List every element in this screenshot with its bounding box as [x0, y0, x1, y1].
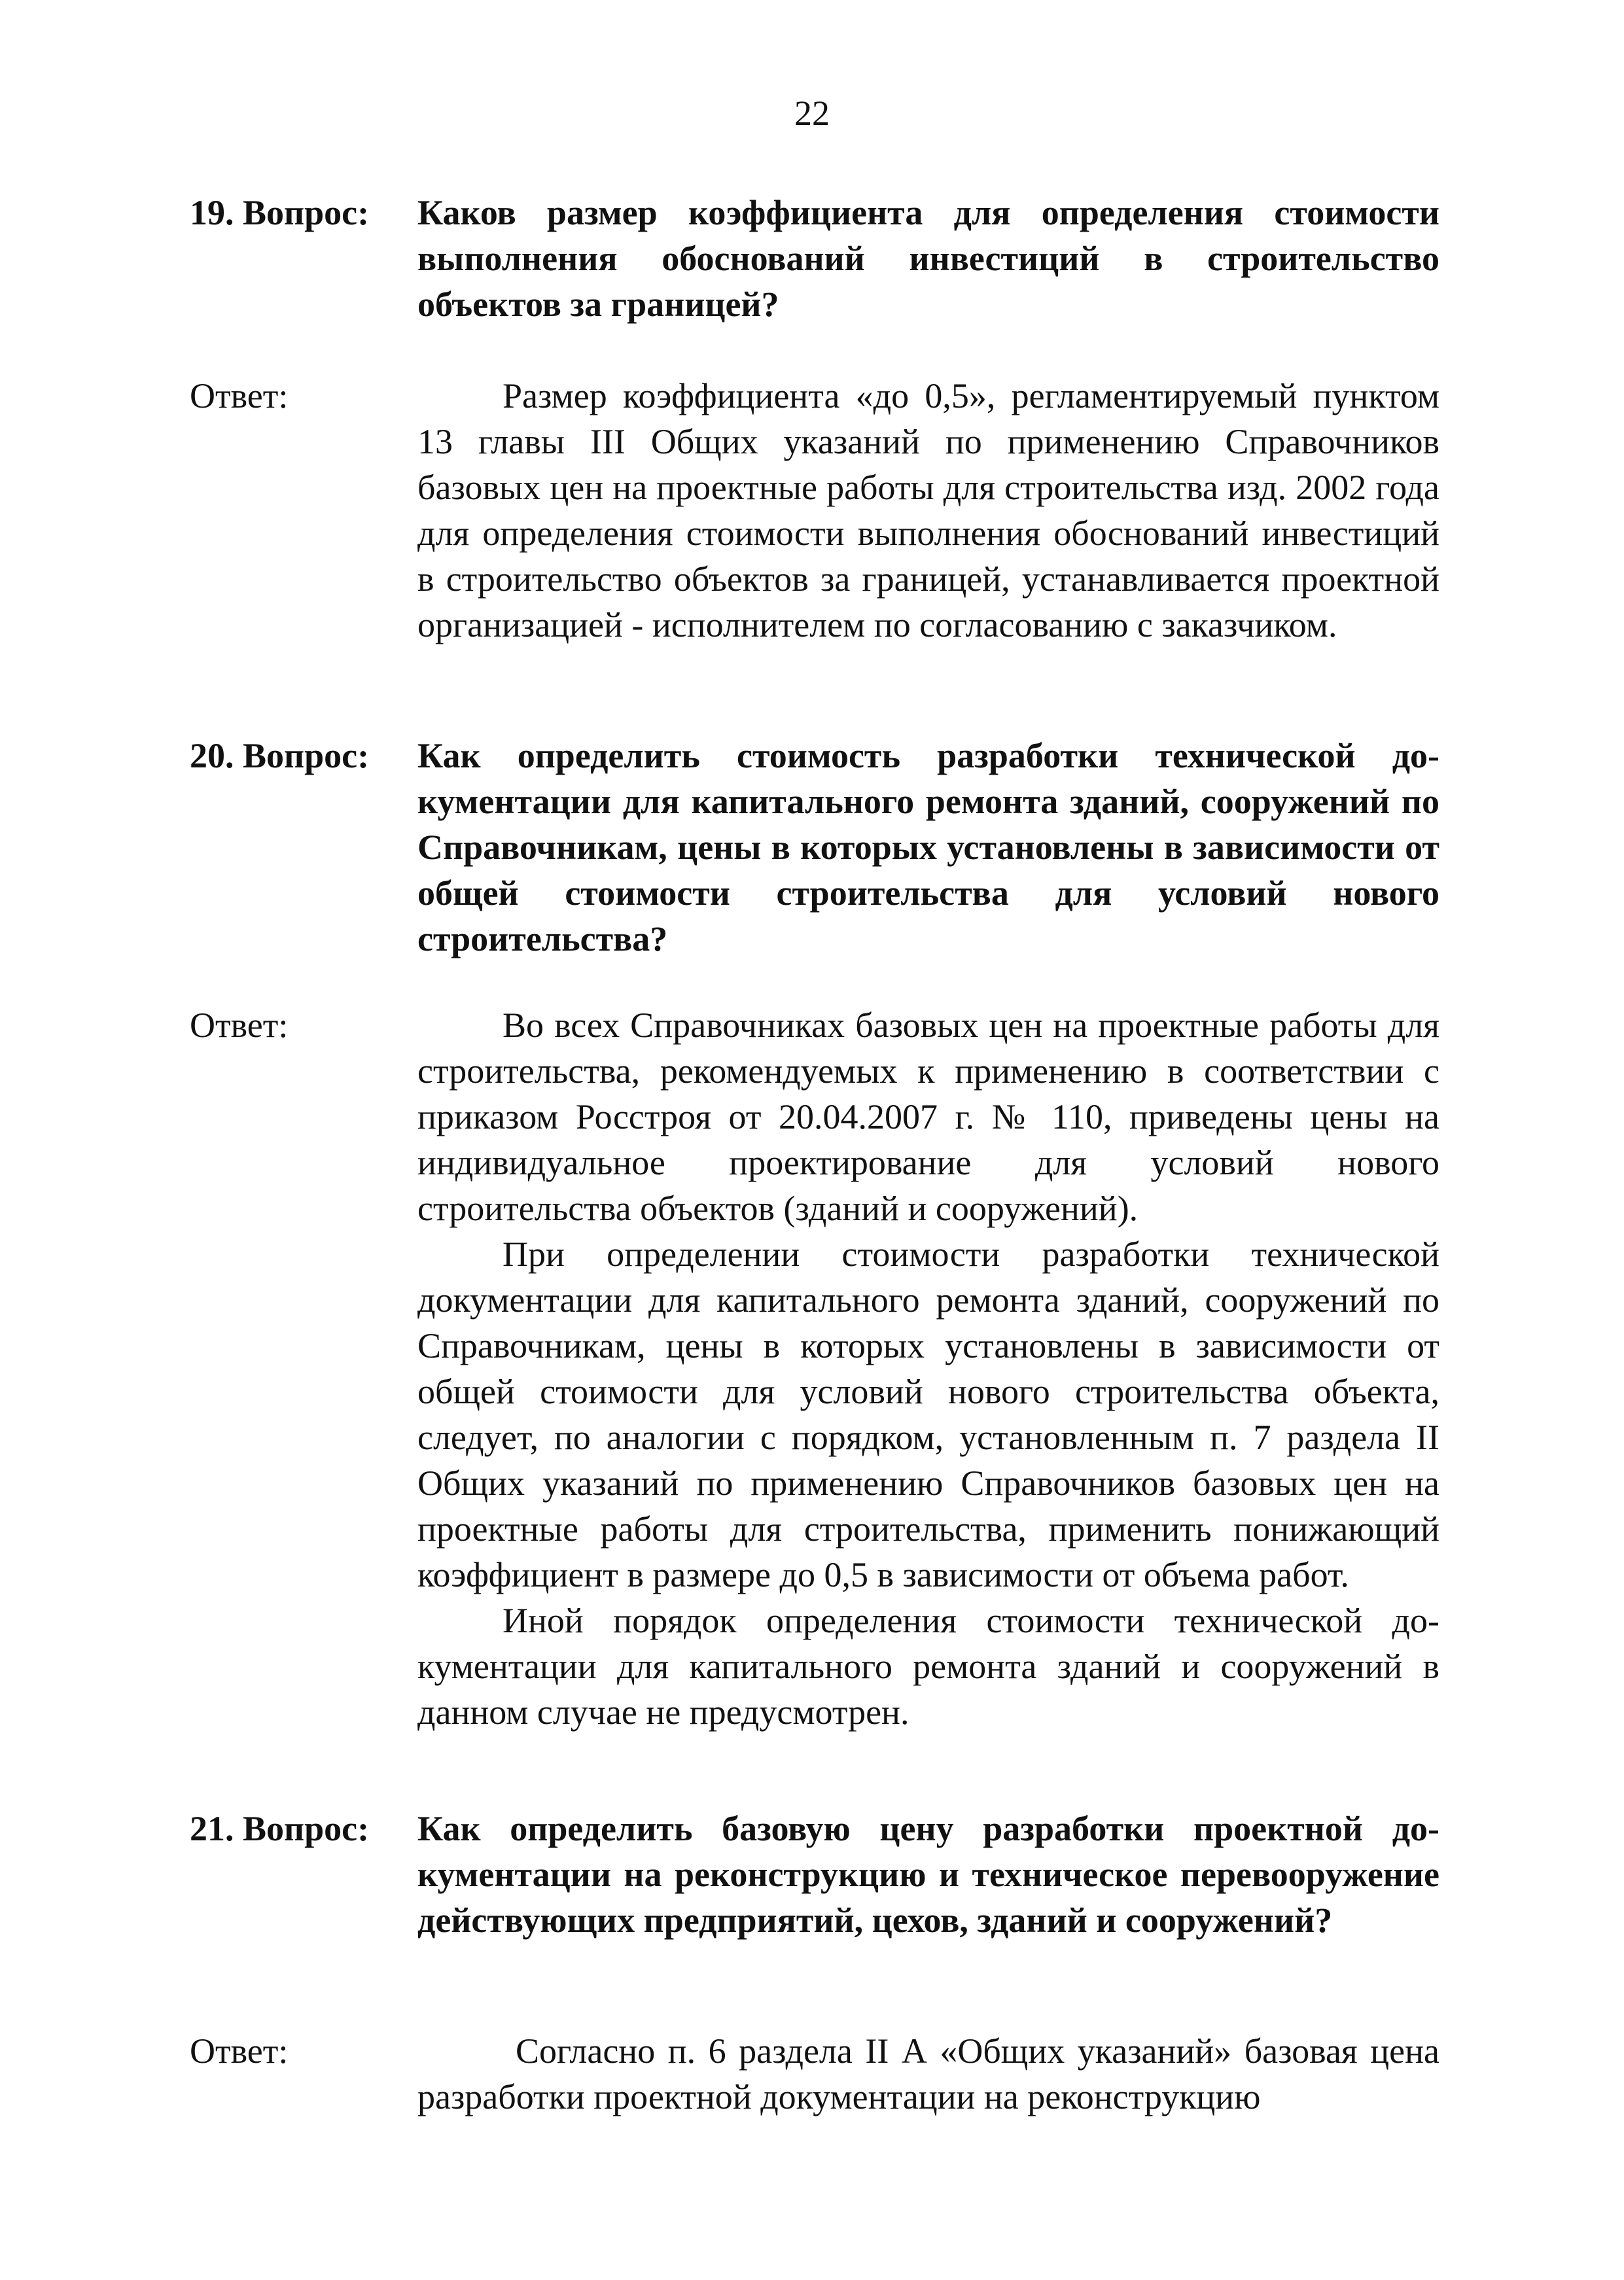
- answer-label: Ответ:: [190, 1006, 289, 1045]
- question-19: [190, 190, 1439, 327]
- answer-paragraph: При определении стоимости разработки технической документации для капитального ремонта зданий, сооружений по Справочникам, цены в которых установлены в зависимости от общей стоимости для условий нового строительства объекта, следует, по аналогии с порядком, установленным п. 7 раздела II Общих указаний по применению Справочников базовых цен на проектные работы для строительства, применить понижающий коэффициент в размере до 0,5 в зависимости от объема работ.: [417, 1235, 1439, 1594]
- answer-text: [417, 1002, 1439, 1735]
- answer-paragraph: Во всех Справочниках базовых цен на проектные работы для строительства, рекомендуемых к применению в соответствии с приказом Росстроя от 20.04.2007 г. № 110, приведены цены на индивидуальное проектирование для условий нового строительства объектов (зданий и сооружений).: [417, 1006, 1439, 1228]
- answer-text: [417, 2028, 1439, 2120]
- answer-19: [190, 373, 1439, 648]
- question-text: Каков размер коэффициента для определения стоимости выполнения обоснований инвестиций в строительство объектов за границей?: [417, 193, 1439, 324]
- question-20: [190, 733, 1439, 962]
- question-text: Как определить стоимость разработки технической документации для капитального ремонта зданий, сооружений по Справочникам, цены в которых установлены в зависимости от общей стоимости строительства для условий нового строительства?: [417, 736, 1439, 958]
- answer-label: Ответ:: [190, 376, 289, 415]
- answer-20: [190, 1002, 1439, 1735]
- answer-21: [190, 2028, 1439, 2120]
- question-label: 20. Вопрос:: [190, 736, 370, 775]
- answer-paragraph: Иной порядок определения стоимости технической документации для капитального ремонта зданий и сооружений в данном случае не предусмотрен.: [417, 1601, 1439, 1732]
- answer-paragraph: Размер коэффициента «до 0,5», регламентируемый пунктом 13 главы III Общих указаний по применению Справочников базовых цен на проектные работы для строительства изд. 2002 года для определения стоимости выполнения обоснований инвестиций в строительство объектов за границей, устанавливается проектной организацией - исполнителем по согласованию с заказчиком.: [417, 376, 1439, 644]
- answer-text: [417, 373, 1439, 648]
- question-21: [190, 1806, 1439, 1943]
- question-label: 21. Вопрос:: [190, 1809, 370, 1848]
- answer-label: Ответ:: [190, 2031, 289, 2071]
- question-label: 19. Вопрос:: [190, 193, 370, 232]
- page-number: 22: [794, 94, 830, 133]
- answer-paragraph: Согласно п. 6 раздела II А «Общих указаний» базовая цена разработки проектной документации на реконструкцию: [417, 2031, 1439, 2116]
- question-text: Как определить базовую цену разработки проектной документации на реконструкцию и техническое перевооружение действующих предприятий, цехов, зданий и сооружений?: [417, 1809, 1439, 1940]
